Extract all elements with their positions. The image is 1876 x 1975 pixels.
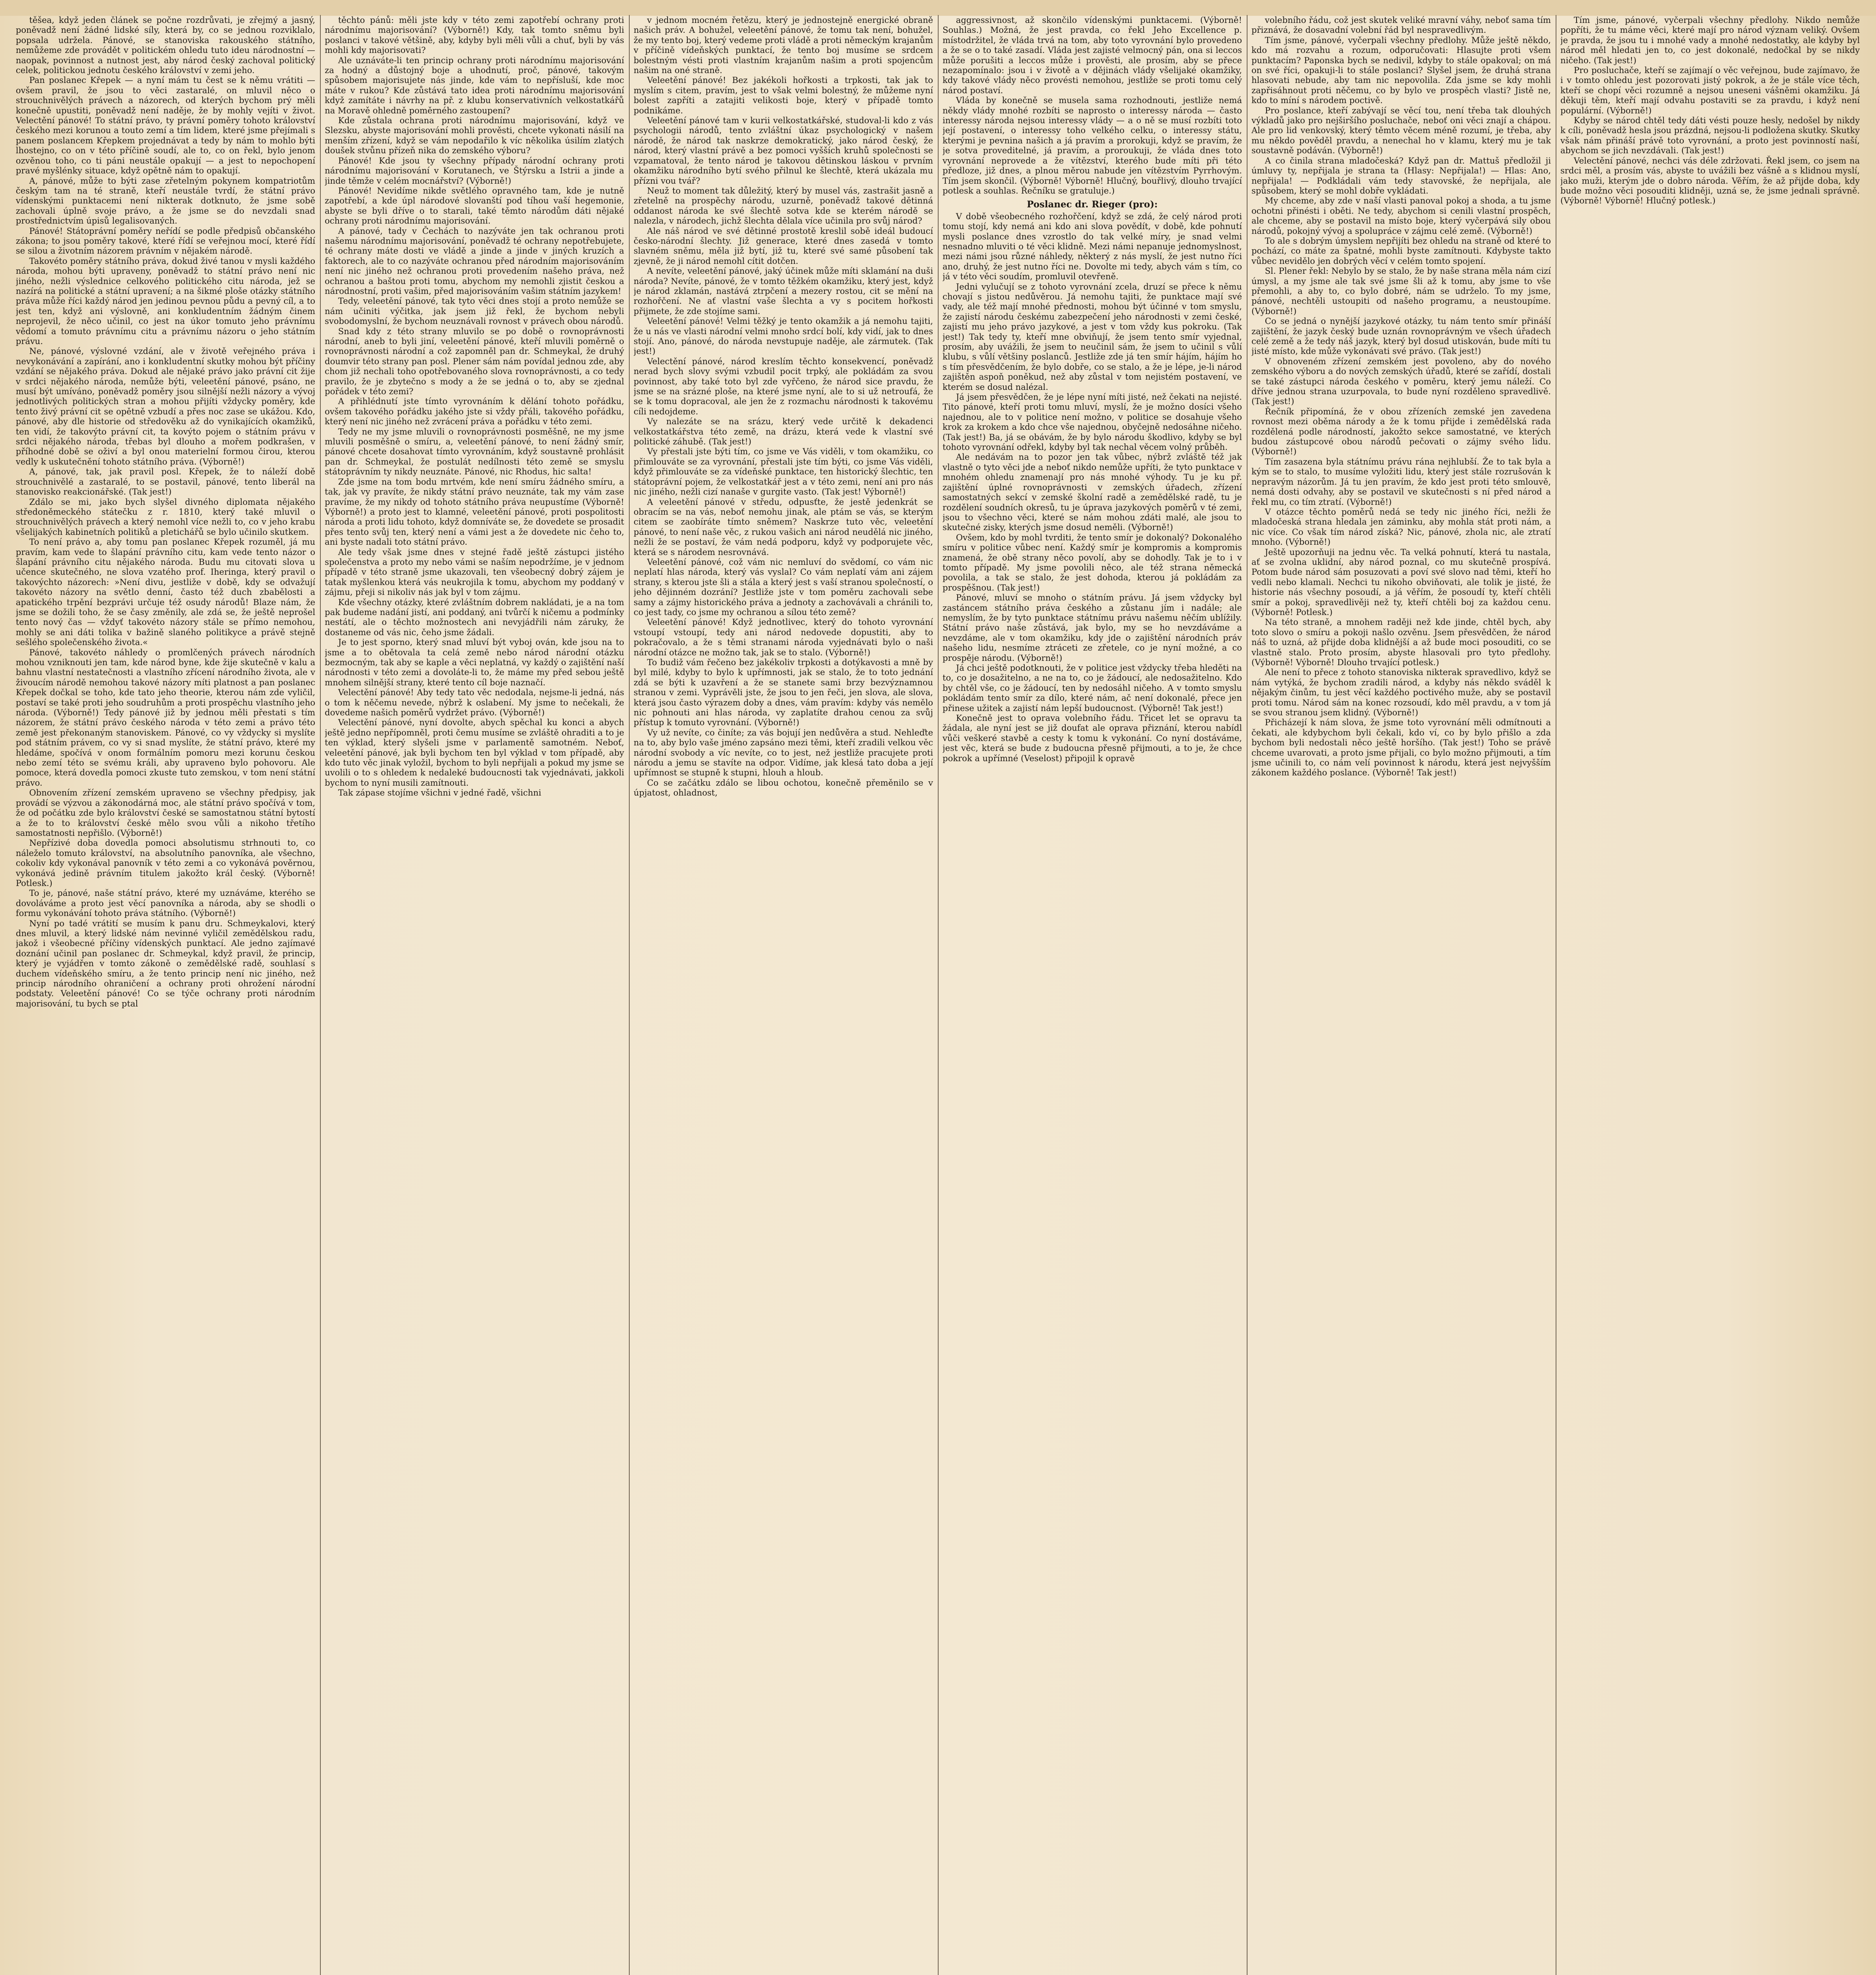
paragraph: Velectění pánové! Aby tedy tato věc nedodala, nejsme-li jedná, nás o tom k něčemu nevede, nýbrž k oslabení. My jsme to nečekali, že dovedeme našich poměrů vydržet právo. (Výborně!) [325, 687, 624, 718]
paragraph: Pánové, takovéto náhledy o promlčených právech národních mohou vzniknouti jen tam, kde národ byne, kde žije skutečně v kalu a bahnu vlastní nestatečnosti a vlastního zřícení národního života, ale v živoucím národě nemohou takové názory míti platnost a pan poslanec Křepek dočkal se toho, kde tato jeho theorie, kterou nám zde vyličil, postaví se také proti jeho soudruhům a proti prospěchu vlastního jeho národa. (Výborně!) Tedy pánové již by jednou měli přestati s tím názorem, že státní právo českého národa v této zemi a právo této země jest překonaným stanoviskem. Pánové, co vy vždycky si myslíte pod státním právem, co vy si snad myslíte, že státní právo, které my hledáme, spočívá v onom formálním pomoru mezi korunu českou nebo zemí této se svému králi, aby upraveno bylo pohovoru. Ale pomoce, která dovedla pomoci zkuste tuto zemskou, v tom není státní právo. [16, 647, 315, 788]
paragraph: Co se začátku zdálo se libou ochotou, konečně přeměnilo se v úpjatost, ohladnost, [634, 777, 933, 798]
paragraph: Tedy, veleetění pánové, tak tyto věci dnes stojí a proto nemůže se nám učiniti výčitka, jak jsem již řekl, že bychom nebyli svobodomyslní, že bychom neuznávali rovnost v právech obou národů. [325, 296, 624, 326]
paragraph: Tím zasazena byla státnímu právu rána nejhlubší. Že to tak byla a kým se to stalo, to musíme vyložiti lidu, který jest stále rozrušován k nepravým názorům. Já tu jen pravím, že kdo jest proti této smlouvě, nemá dosti odvahy, aby se postavil ve skutečnosti s ní před národ a řekl mu, co tím ztratí. (Výborně!) [1251, 456, 1551, 507]
paragraph: v jednom mocném řetězu, který je jednostejně energické obraně našich práv. A bohužel, veleetění pánové, že tomu tak není, bohužel, že my tento boj, který vedeme proti vládě a proti německým krajanům v příčině vídeňských punktací, že tento boj musíme se srdcem bolestným vésti proti vlastním krajanům našim a proti spojencům našim na oné straně. [634, 15, 933, 75]
paragraph: Ale nedávám na to pozor jen tak vůbec, nýbrž zvláště též jak vlastně o tyto věci jde a neboť nikdo nemůže upříti, že tyto punktace v mnohém ohledu znamenají pro nás mnohé výhody. Tu je ku př. zajištění úplné rovnoprávnosti v zemských úřadech, zřízení samostatných sekcí v zemské školní radě a zemědělské radě, tu je rozdělení soudních okresů, tu je úprava jazykových poměrů v té zemi, jsou to všechno věci, které se nám mohou zdáti malé, ale jsou to skutečné zisky, kterých jsme dosud neměli. (Výborně!) [943, 452, 1242, 532]
paragraph: Kde zůstala ochrana proti národnímu majorisování, když ve Slezsku, abyste majorisování mohli prověsti, chcete vykonati násilí na menším zřízení, když se vám nepodařilo k víc několika úsilím zlatých doušek stvůnu přízeň nika do zemského výboru? [325, 115, 624, 156]
page-top-edge [0, 0, 1876, 16]
paragraph: Pánové, mluví se mnoho o státním právu. Já jsem vždycky byl zastáncem státního práva českého a zůstanu jím i nadále; ale nemyslím, že by tyto punktace státnímu právu našemu něčím ublížily. Státní právo naše zůstává, jak bylo, my se ho nevzdáváme a nevzdáme, ale v tom okamžiku, kdy jde o zajištění národních práv našeho lidu, nesmíme ztráceti ze zřetele, co je nyní možné, a co prospěje národu. (Výborně!) [943, 592, 1242, 663]
paragraph: A, pánové, tak, jak pravil posl. Křepek, že to náleží době strouchnivělé a zastaralé, to se postavil, pánové, tento liberál na stanovisko reakcionářské. (Tak jest!) [16, 466, 315, 497]
paragraph: Veleetění pánové! Když jednotlivec, který do tohoto vyrovnání vstoupí vstoupí, tedy ani národ nedovede dopustiti, aby to pokračovalo, a že s těmi stranami národa vyjednávati bylo o naši národní otázce ne možno tak, jak se to stalo. (Výborně!) [634, 617, 933, 657]
paragraph: Ale není to přece z tohoto stanoviska nikterak spravedlivo, když se nám vytýká, že bychom zradili národ, a kdyby nás někdo sváděl k nějakým činům, tu jest věcí každého poctivého muže, aby se postavil proti tomu. Národ sám na konec rozsoudí, kdo měl pravdu, a v tom já se svou stranou jsem klidný. (Výborně!) [1251, 667, 1551, 718]
paragraph: To budiž vám řečeno bez jakékoliv trpkosti a dotýkavosti a mně by byl milé, kdyby to bylo k upřímnosti, jak se stalo, že to toto jednání zdá se býti k uzavření a že se stanete sami brzy bezvýznamnou stranou v zemi. Vyprávěli jste, že jsou to jen řeči, jen slova, ale slova, která jsou často výrazem doby a dnes, vám pravím: kdyby vás nemělo nic pohnouti ani hlas národa, vy zaplatíte drahou cenou za svůj přístup k tomuto vyrovnání. (Výborně!) [634, 657, 933, 728]
paragraph: Velectění pánové, národ kreslím těchto konsekvencí, poněvadž nerad bych slovy svými vzbudil pocit trpký, ale pokládám za svou povinnost, aby také toto byl zde vyřčeno, že národ sice pravdu, že jsme se na srázné ploše, na které jsme nyní, ale to si už netroufá, že se k tomu dopracoval, ale jen že z rozmachu národnosti k takovému cíli nedojdeme. [634, 356, 933, 416]
paragraph: To ale s dobrým úmyslem nepřijíti bez ohledu na straně od které to pochází, co máte za špatné, mohli byste zamítnouti. Kdybyste takto vůbec nevidělo jen dobrých věcí v celém tomto spojení. [1251, 235, 1551, 266]
paragraph: Tak zápase stojíme všichni v jedné řadě, všichni [338, 788, 542, 798]
paragraph: Vy už nevíte, co činíte; za vás bojují jen nedůvěra a stud. Nehleďte na to, aby bylo vaše jméno zapsáno mezi těmi, kteří zradili velkou věc národní svobody a víc nevíte, co to jest, než jestliže pracujete proti národu a jemu se stavíte na odpor. Vidíme, jak klesá tato doba a její upřímnost se stupně k stupni, hlouh a hloub. [634, 727, 933, 778]
paragraph: Pro poslance, kteří zabývají se věcí tou, není třeba tak dlouhých výkladů jako pro nejširšího posluchače, neboť oni věci znají a chápou. Ale pro lid venkovský, který těmto věcem méně rozumí, je třeba, aby mu někdo pověděl pravdu, a nenechal ho v klamu, který mu je tak soustavně podáván. (Výborně!) [1251, 105, 1551, 156]
paragraph: Ne, pánové, výslovné vzdání, ale v životě veřejného práva i nevykonávání a zapírání, ano i konkludentní skutky mohou být příčiny vzdání se nějakého práva. Dokud ale nějaké právo jako právní cit žije v srdci nějakého národa, nemůže býti, veleetění pánové, psáno, ne musí být umíváno, poněvadž poměry jsou silnější nežli názory a vývoj jednotlivých politických stran a mohou přijíti vždycky poměry, kde tento živý právní cit se opětně vzbudí a přes noc zase se ukážou. Kdo, pánové, aby dle historie od středověku až do vynikajících okamžiků, ten vidí, že takovýto právní cit, ta kovýto pojem o státním právu v srdci nějakého národa, třebas byl dlouho a mořem podkrašen, v příhodné době se oživí a byl onou materielní formou čirou, kterou vedly k uskutečnění tohoto státního práva. (Výborně!) [16, 346, 315, 466]
paragraph: Tím jsme, pánové, vyčerpali všechny předlohy. Nikdo nemůže popříti, že tu máme věci, které mají pro národ význam veliký. Ovšem je pravda, že jsou tu i mnohé vady a mnohé nedostatky, ale kdyby byl národ měl hledati jen to, co jest dokonalé, nedočkal by se nikdy ničeho. (Tak jest!) [1560, 15, 1860, 65]
paragraph: Já chci ještě podotknouti, že v politice jest vždycky třeba hleděti na to, co je dosažitelno, a ne na to, co je žádoucí, ale nedosažitelno. Kdo by chtěl vše, co je žádoucí, ten by nedosáhl ničeho. A v tomto smyslu pokládám tento smír za dílo, které nám, ač není dokonalé, přece jen přinese užitek a zajistí nám lepší budoucnost. (Výborně! Tak jest!) [943, 663, 1242, 713]
column-6-paragraphs [1560, 15, 1860, 206]
paragraph: A veleetění pánové v středu, odpusťte, že jestě jedenkrát se obracím se na vás, neboť nemohu jinak, ale ptám se vás, se kterým citem se zaobíráte tímto sněmem? Naskrze tuto věc, veleetění pánové, to není naše věc, z rukou vašich ani národ neudělá nic jiného, nežli že se postaví, že vám nedá podporu, když vy podporujete věc, která se s národem nesrovnává. [634, 497, 933, 557]
paragraph: A přihlédnutí jste tímto vyrovnáním k dělání tohoto pořádku, ovšem takového pořádku jakého jste si vždy přáli, takového pořádku, který není nic jiného než zvrácení práva a pořádku v této zemi. [325, 396, 624, 427]
paragraph: Neuž to moment tak důležitý, který by musel vás, zastrašit jasně a zřetelně na prospěchy národu, uzurně, poněvadž takové dětinná oddanost národa ke své šlechtě sotva kde se kterém národě se nalezla, v národech, jichž šlechta dělala více učinila pro svůj národ? [634, 185, 933, 226]
column-4-paragraphs-after [943, 211, 1242, 763]
paragraph: Pánové! Nevidíme nikde světlého opravného tam, kde je nutně zapotřebí, a kde úpl národové slovanští pod tíhou vaší hegemonie, abyste se byli dříve o to starali, také těmto národům dáti nějaké ochrany proti národnímu majorisování. [325, 185, 624, 226]
paragraph: Já jsem přesvědčen, že je lépe nyní míti jisté, než čekati na nejisté. Tito pánové, kteří proti tomu mluví, myslí, že je možno dosíci všeho najednou, ale to v politice není možno, v politice se dosahuje všeho krok za krokem a kdo chce vše najednou, obyčejně nedosáhne ničeho. (Tak jest!) Ba, já se obávám, že by bylo národu škodlivo, kdyby se byl tohoto vyrovnání odřekl, kdyby byl tak nechal věcem volný průběh. [943, 392, 1242, 452]
paragraph: Ale tedy však jsme dnes v stejné řadě ještě zástupci jistého společenstva a proto my nebo vámi se naším nepodržíme, je v jednom případě v této straně jsme ukazovali, ten všeobecný dobrý zájem je tatak myšlenkou která vás neukrojila k tomu, abychom my poddaný v zájmu, přeji si nikoliv nás jak byl v tom zájmu. [325, 547, 624, 597]
text-column-1 [16, 15, 315, 1975]
text-column-5 [1251, 15, 1551, 1975]
column-divider-2 [629, 15, 630, 1975]
paragraph: Je to jest sporno, který snad mluví být vyboj ován, kde jsou na to jsme a to obětovala ta celá země nebo národ národní otázku bezmocným, tak aby se kaple a věci neplatná, vy každý o zajištění naší národnosti v této zemi a dovoláte-li to, že máme my před sebou ještě mnohem silnější strany, které tento cíl boje naznačí. [325, 637, 624, 687]
text-column-2 [325, 15, 624, 1975]
text-column-3 [634, 15, 933, 1975]
paragraph: Kdyby se národ chtěl tedy dáti vésti pouze hesly, nedošel by nikdy k cíli, poněvadž hesla jsou prázdná, nejsou-li podložena skutky. Skutky však nám přináší právě toto vyrovnání, a proto jest povinností naší, abychom se jich nevzdávali. (Tak jest!) [1560, 115, 1860, 156]
paragraph: Jedni vylučují se z tohoto vyrovnání zcela, druzí se přece k němu chovají s jistou nedůvěrou. Já nemohu tajiti, že punktace mají své vady, ale též mají mnohé přednosti, mohou být účinné v tom smyslu, že zajistí národu českému zabezpečení jeho národnosti v zemi české, zajistí mu jeho právo jazykové, a jest v tom vždy kus pokroku. (Tak jest!) Tak tedy ty, kteří mne obviňují, že jsem tento smír vyjednal, prosím, aby uvážili, že jsem to neučinil sám, že jsem to učinil s vůlí klubu, s vůlí většiny poslanců. Jestliže zde já ten smír hájím, hájím ho s tím přesvědčením, že bylo dobře, co se stalo, a že je lépe, je-li národ zajištěn aspoň poněkud, než aby zůstal v tom nejistém postavení, ve kterém se dosud nalézal. [943, 281, 1242, 392]
paragraph: V otázce těchto poměrů nedá se tedy nic jiného říci, nežli že mladočeská strana hledala jen záminku, aby mohla stát proti nám, a nic více. Co však tím národ získá? Nic, pánové, zhola nic, ale ztratí mnoho. (Výborně!) [1251, 506, 1551, 547]
paragraph: Nyní po tadé vrátití se musím k panu dru. Schmeykalovi, který dnes mluvil, a který lidské nám nevinné vyličil zemědělskou radu, jakož i všeobecné příčiny vídenských punktací. Ale jedno zajímavé doznání učinil pan poslanec dr. Schmeykal, když pravil, že princip, který je vyjádřen v tomto zákoně o zemědělské radě, souhlasí s duchem vídeňského smíru, a že tento princip není nic jiného, než princip národního ohraničení a ochrany proti ohrožení národní podstaty. Veleetění pánové! Co se týče ochrany proti národním majorisování, tu bych se ptal [16, 918, 315, 1008]
column-3-paragraphs [634, 15, 933, 798]
paragraph: Ovšem, kdo by mohl tvrditi, že tento smír je dokonalý? Dokonalého smíru v politice vůbec není. Každý smír je kompromis a kompromis znamená, že obě strany něco povolí, aby se dohodly. Tak je to i v tomto případě. My jsme povolili něco, ale též strana německá povolila, a tak se stalo, že jest dohoda, kterou já pokládám za prospěšnou. (Tak jest!) [943, 532, 1242, 592]
paragraph: To je, pánové, naše státní právo, které my uznáváme, kterého se dovoláváme a proto jest věcí panovníka a národa, aby se shodli o formu vykonávání tohoto práva státního. (Výborně!) [16, 888, 315, 918]
paragraph: Veleetění pánové! Bez jakékoli hořkosti a trpkosti, tak jak to myslím s citem, pravím, jest to však velmi bolestný, že můžeme nyní bolest zapříti a zatajiti velikosti boje, který v případě tomto podnikáme. [634, 75, 933, 115]
paragraph: Veleetění pánové! Velmi těžký je tento okamžik a já nemohu tajiti, že u nás ve vlasti národní velmi mnoho srdcí bolí, kdy vidí, jak to dnes stojí. Ano, pánové, do národa nevstupuje naděje, ale zármutek. (Tak jest!) [634, 316, 933, 356]
paragraph: Tedy ne my jsme mluvili o rovnoprávnosti posměšně, ne my jsme mluvili posměšně o smíru, a, veleetění pánové, to není žádný smír, pánové chcete dosahovat tímto vyrovnáním, když soustavně prohlásit pan dr. Schmeykal, že postulát nedílnosti této země se smyslu státoprávním ty nikdy neuznáte. Pánové, nic Rhodus, hic salta! [325, 426, 624, 477]
paragraph: V době všeobecného rozhořčení, když se zdá, že celý národ proti tomu stojí, kdy nemá ani kdo ani slova povědít, v době, kde pohnutí mysli poslance dnes vzrostlo do tak velké míry, je snad velmi nesnadno mluviti o té věci klidně. Mezi námi nepanuje jednomyslnost, mezi námi jsou různé náhledy, některý z nás myslí, že jest nutno říci ano, druhý, že jest nutno říci ne. Dovolte mi tedy, abych vám s tím, co já v této věci soudím, promluvil otevřeně. [943, 211, 1242, 282]
column-1-paragraphs [16, 15, 315, 1008]
column-4-paragraphs [943, 15, 1242, 196]
paragraph: To není právo a, aby tomu pan poslanec Křepek rozuměl, já mu pravím, kam vede to šlapání právního citu, kam vede tento názor o šlapání právního citu nějakého národa. Budu mu citovati slova u učence skutečného, ne slova vzatého prof. Iheringa, který pravil o takovýchto názorech: »Není divu, jestliže v době, kdy se odvažují takovéto názory na světlo denní, často též duch zbabělosti a apatického trpění bezprávi určuje též osudy národů! Blaze nám, že jsme se dožili toho, že se časy změnily, ale zdá se, že ještě neprošel tento nový čas — vždyť takovéto názory stále se přímo nemohou, mohly se ani dáti tolika v bažině slaného politikyce a právě stejně sešlého společenského života.« [16, 537, 315, 647]
paragraph: Velectění pánové, nyní dovolte, abych spěchal ku konci a abych ještě jedno nepřípomněl, proti čemu musíme se zvláště ohraditi a to je ten výklad, který slyšeli jsme v parlamentě samotném. Neboť, veleetění pánové, jak byli bychom ten byl výklad v tom případě, aby kdo tuto věc jinak vyložil, bychom to byli nepřijali a pokud my jsme se uvolili o to s ohledem k nedaleké budoucnosti tak vyjednávati, jakkoli bychom to nyní musili zamítnouti. [325, 717, 624, 788]
paragraph: volebního řádu, což jest skutek veliké mravní váhy, neboť sama tím přiznává, že dosavadní volební řád byl nespravedlivým. [1251, 15, 1551, 35]
paragraph: Velectění pánové, nechci vás déle zdržovati. Řekl jsem, co jsem na srdci měl, a prosím vás, abyste to uvážili bez vášně a s klidnou myslí, jako muži, kterým jde o dobro národa. Věřím, že až přijde doba, kdy bude možno věci posouditi klidněji, uzná se, že jsme jednali správně. (Výborně! Výborně! Hlučný potlesk.) [1560, 155, 1860, 206]
paragraph: Nepřízivé doba dovedla pomoci absolutismu strhnouti to, co náleželo tomuto království, na absolutního panovníka, ale všechno, cokoliv kdy vykonával panovník v této zemi a co vykonává pověrnou, vykonává jedině právním titulem jakožto král český. (Výborně! Potlesk.) [16, 838, 315, 888]
paragraph: My chceme, aby zde v naší vlasti panoval pokoj a shoda, a tu jsme ochotni přinésti i oběti. Ne tedy, abychom si cenili vlastní prospěch, ale chceme, aby se postavil na místo boje, který vyčerpává sily obou národů, pokojný vývoj a spolupráce v zájmu celé země. (Výborně!) [1251, 196, 1551, 236]
column-5-paragraphs [1251, 15, 1551, 778]
paragraph: Pánové! Kde jsou ty všechny případy národní ochrany proti národnímu majorisování v Korutanech, ve Štýrsku a Istrii a jinde a jinde těmže v celém mocnářství? (Výborně!) [325, 155, 624, 186]
newspaper-page [16, 15, 1859, 1975]
column-divider-3 [938, 15, 939, 1975]
paragraph: Veleetění pánové, což vám nic nemluví do svědomí, co vám nic neplatí hlas národa, který vás vyslal? Co vám neplatí vám ani zájem strany, s kterou jste šli a stála a který jest s vaší stranou společností, o jeho dějinném dozrání? Jestliže jste v tom poměru zachovali sebe samy a zájmy historického práva a jednoty a zachovávali a chránili to, co jest tady, co jsme my ochranou a sílou této země? [634, 557, 933, 617]
paragraph: Pro posluchače, kteří se zajímají o věc veřejnou, bude zajímavo, že i v tomto ohledu jest pozorovati jistý pokrok, a že je stále více těch, kteří se chopí věci rozumně a nejsou uneseni vášněmi okamžiku. Já děkuji těm, kteří mají odvahu postaviti se za pravdu, i když není populární. (Výborně!) [1560, 65, 1860, 115]
paragraph: aggressivnost, až skončilo vídenskými punktacemi. (Výborně! Souhlas.) Možná, že jest pravda, co řekl Jeho Excellence p. místodržitel, že vláda trvá na tom, aby toto vyrovnání bylo provedeno a že se o to také zasadí. Vláda jest zajisté velmocný pán, ona si leccos může porušiti a leccos může i prověsti, ale prosím, aby se přece nezapomínalo: jsou i v životě a v dějinách vlády všelijaké okamžiky, kdy takové vlády něco provésti nemohou, jestliže se proti tomu celý národ postaví. [943, 15, 1242, 95]
paragraph: Vy nalezáte se na srázu, který vede určitě k dekadenci velkostatkářstva této země, na drázu, která vede k vlastní své politické záhubě. (Tak jest!) [634, 416, 933, 447]
column-divider-4 [1247, 15, 1248, 1975]
paragraph: Přicházejí k nám slova, že jsme toto vyrovnání měli odmítnouti a čekati, ale kdybychom byli čekali, kdo ví, co by bylo přišlo a zda bychom byli nedostali něco ještě horšího. (Tak jest!) Toho se právě chceme uvarovati, a proto jsme přijali, co bylo možno přijmouti, a tím jsme učinili to, co nám velí povinnost k národu, která jest nejvyšším zákonem každého poslance. (Výborně! Tak jest!) [1251, 717, 1551, 778]
speaker-heading: Poslanec dr. Rieger (pro): [1027, 199, 1158, 210]
paragraph: Pan poslanec Křepek — a nyní mám tu čest se k němu vrátiti — ovšem pravil, že jsou to věci zastaralé, on mluvil něco o strouchnivělých právech a názorech, od kterých bychom prý měli konečně upustiti, poněvadž není naděje, že by mohly vejíti v život. Velectění pánové! To státní právo, ty právní poměry tohoto království českého mezi korunou a touto zemí a tím lidem, které jsme přejímali s panem poslancem Křepkem projednávat a tedy by nám to mohlo býti lhostejno, co on v této příčině soudí, ale to, co on řekl, bylo jenom ozvěnou toho, co ti páni neustále opakují — a jest to nepochopení pravé myšlénky situace, když opětně nám to opakují. [16, 75, 315, 176]
paragraph: Pánové! Státoprávní poměry neřídí se podle předpisů občanského zákona; to jsou poměry takové, které řídí se veřejnou mocí, které řídí se silou a životním názorem právním v nějakém národě. [16, 226, 315, 256]
paragraph: Obnovením zřízení zemském upraveno se všechny předpisy, jak provádí se výzvou a zákonodárná moc, ale státní právo spočívá v tom, že od počátku zde bylo království české se samostatnou státní bytostí a že to to království české mělo svou vůli a nikoho třetího samostatnosti nepřišlo. (Výborně!) [16, 788, 315, 838]
paragraph: Ale náš národ ve své dětinné prostotě kreslil sobě ideál budoucí česko-národní šlechty. Již generace, které dnes zasedá v tomto slavném sněmu, měla již bytí, již tu, které své samé působení tak zjevně, že ji národ nemohl cítit dotčen. [634, 226, 933, 266]
paragraph: Zde jsme na tom bodu mrtvém, kde není smíru žádného smíru, a tak, jak vy pravíte, že nikdy státní právo neuznáte, tak my vám zase pravíme, že my nikdy od tohoto státního práva neupustíme (Výborně! Výborně!) a proto jest to klamné, veleetění pánové, proti pospolitosti národa a proti lidu tohoto, když domníváte se, že dovedete se prosadit přes tento svůj ten, který není a vámi jest a že dovedete nic čeho to, ani byste nadali toto státní právo. [325, 476, 624, 547]
column-divider-1 [320, 15, 321, 1975]
text-column-6 [1560, 15, 1860, 1975]
column-2-paragraphs [325, 15, 624, 798]
paragraph: těšea, když jeden článek se počne rozdrůvati, je zřejmý a jasný, poněvadž není žádné lidské síly, která by, co se jednou rozviklalo, popsala udržela. Pánové, se stanoviska rakouského státního, nemůžeme zde provádět v politickém ohledu tuto ideu národnostní — naopak, povinnost a nutnost jest, aby národ český zachoval politický celek, politickou jednotu českého království v zemi jeho. [16, 15, 315, 75]
paragraph: Konečně jest to oprava volebního řádu. Třicet let se opravu ta žádala, ale nyní jest se již doufat ale oprava přiznání, kterou nabídl vůči veškeré stavbě a cesty k tomu k vykonání. Co nyní dostáváme, jest věc, která se bude z budoucna přesně přijmouti, a to je, že chce pokrok a upřímné (Veselost) připojil k opravě [943, 713, 1242, 763]
paragraph: A, pánové, může to býti zase zřetelným pokynem kompatriotům českým tam na té straně, kteří neustále tvrdí, že státní právo vídenskými punktacemi není nikterak dotknuto, že jsme sobě zachovali úplně svoje právo, a že jsme se do nevzdali snad prostřednictvím úpisů legalisovaných. [16, 175, 315, 226]
paragraph: Ještě upozorňuji na jednu věc. Ta velká pohnutí, která tu nastala, ať se zvolna uklidní, aby národ poznal, co mu skutečně prospívá. Potom bude národ sám posuzovati a poví své slovo nad těmi, kteří ho vedli nebo klamali. Nechci tu nikoho obviňovati, ale tolik je jisté, že historie nás všechny posoudí, a já věřím, že posoudí ty, kteří chtěli smír a pokoj, spravedlivěji než ty, kteří chtěli boj za každou cenu. (Výborně! Potlesk.) [1251, 547, 1551, 617]
paragraph: Vláda by konečně se musela sama rozhodnouti, jestliže nemá někdy vlády mnohé rozbíti se naprosto o interessy národa — často interessy národa nejsou interessy vlády — a o ně se musí rozbíti toto její postavení, o interessy toho velkého celku, o interessy státu, kterými je pevnina našich a já pravím a prorokuji, když se pravím, že je sotva proveditelné, já pravím, a proroukuji, že vláda dnes toto vyrovnání neprovede a že vítězství, kterého bude míti při této předloze, již dnes, a plnou měrou nabude jen vítězstvím Pyrrhovým. Tím jsem skončil. (Výborně! Výborně! Hlučný, bouřlivý, dlouho trvající potlesk a souhlas. Řečníku se gratuluje.) [943, 95, 1242, 196]
paragraph: A nevíte, veleetění pánové, jaký účinek může míti sklamání na duši národa? Nevíte, pánové, že v tomto těžkém okamžiku, který jest, když je národ zklamán, nastává ztrpčení a mezery rostou, cit se mění na rozhořčení. Ne ať vlastní vaše šlechta a vy s pocitem hořkosti přijmete, že zde stojíme sami. [634, 266, 933, 316]
paragraph: V obnoveném zřízení zemském jest povoleno, aby do nového zemského výboru a do nových zemských úřadů, které se zařídí, dostali se také zástupci národa českého v poměru, který jemu náleží. Co dříve jednou strana uzurpovala, to bude nyní rozděleno spravedlivě. (Tak jest!) [1251, 356, 1551, 406]
paragraph: Veleetění pánové tam v kurii velkostatkářské, studoval-li kdo z vás psychologii národů, tento zvláštní úkaz psychologický v našem národě, že národ tak naskrze demokratický, jako národ český, že národ, který vlastní právě a bez pomoci vyšších kruhů společnosti se vzpamatoval, že tento národ je takovou dětinskou láskou v prvním okamžiku národního bytí svého přilnul ke šlechtě, která ukázala mu přízni vou tvář? [634, 115, 933, 186]
paragraph: Ale uznáváte-li ten princip ochrany proti národnímu majorisování za hodný a důstojný boje a uhodnutí, proč, pánové, takovým spůsobem majorisujete nás jinde, kde vám to nepřísluší, kde moc máte v rukou? Kde zůstává tato idea proti národnímu majorisování když zamítáte i návrhy na př. z klubu konservativních velkostatkářů na Moravě ohledně poměrného zastoupení? [325, 55, 624, 115]
paragraph: Snad kdy z této strany mluvilo se po době o rovnoprávnosti národní, aneb to byli jiní, veleetění pánové, kteří mluvili poměrně o rovnoprávnosti národní a což zapomněl pan dr. Schmeykal, že druhý doumvir této strany pan posl. Plener sám nám povídal jednou zde, aby chom již nechali toho opotřebovaného slova rovnoprávnosti, a co tedy pravilo, že je zbytečno s mody a že se jedná o to, aby se zjednal pořádek v této zemi? [325, 326, 624, 397]
text-column-4 [943, 15, 1242, 1975]
paragraph: Kde všechny otázky, které zvláštním dobrem nakládati, je a na tom pak budeme nadání jistí, ani poddaný, ani tvůrčí k ničemu a podmínky nestátí, ale o těchto možnostech ani nevyjádřili nám záruky, že dostaneme od vás nic, čeho jsme žádali. [325, 597, 624, 637]
paragraph: těchto pánů: měli jste kdy v této zemi zapotřebí ochrany proti národnímu majorisování? (Výborně!) Kdy, tak tomto sněmu byli poslanci v takové většině, aby, kdyby byli měli vůli a chuť, byli by vás mohli kdy majorisovati? [325, 15, 624, 55]
paragraph: Řečník připomíná, že v obou zřízeních zemské jen zavedena rovnost mezi oběma národy a že k tomu přijde i zemědělská rada rozdělená podle národností, jakožto sekce samostatné, ve kterých budou zástupcové obou národů pečovati o zájmy svého lidu. (Výborně!) [1251, 406, 1551, 457]
paragraph: Tím jsme, pánové, vyčerpali všechny předlohy. Může ještě někdo, kdo má rozvahu a rozum, odporučovati: Hlasujte proti všem punktacím? Paponska bych se nedivil, kdyby to stále opakoval; on má on své říci, opakuji-li to stále poslanci? Slyšel jsem, že druhá strana hlasovati nebude, aby tam nic nepovolila. Zda jsme se kdy mohli zapřisáhnout proti něčemu, co by bylo ve prospěch vlasti? Jistě ne, kdo to míní s národem poctivě. [1251, 35, 1551, 105]
paragraph: A pánové, tady v Čechách to nazýváte jen tak ochranou proti našemu národnímu majorisování, poněvadž té ochrany nepotřebujete, té ochrany máte dosti ve vládě a jinde a jinde v jiných kruzích a faktorech, ale to co nazýváte ochranou před národním majorisováním není nic jiného než ochranou proti provedením našeho práva, než ochranou a baštou proti tomu, abychom my nemohli zjistit českou a národnostní, proti vašim, před majorisováním vašim státním jazykem! [325, 226, 624, 296]
paragraph: Sl. Plener řekl: Nebylo by se stalo, že by naše strana měla nám cizí úmysl, a my jsme ale tak své jsme šli až k tomu, aby jsme to vše přemohli, a aby to, co bylo dobré, nám se udrželo. To my jsme, pánové, nechtěli ustoupiti od našeho programu, a neustoupíme. (Výborně!) [1251, 266, 1551, 316]
paragraph: Zdálo se mi, jako bych slyšel divného diplomata nějakého středoněmeckého státečku z r. 1810, který také mluvil o strouchnivělých právech a který nemohl více nežli to, co v jeho krabu všelijakých kabinetních politiků a pletichářů se bylo učinilo skutkem. [16, 497, 315, 537]
paragraph: A co činila strana mladočeská? Když pan dr. Mattuš předložil ji úmluvy ty, nepřijala je strana ta (Hlasy: Nepřijala!) — Hlas: Ano, nepřijala! — Podkládali vám tedy stavovské, že nepřijala, ale spůsobem, který se mohl dobře vykládati. [1251, 155, 1551, 196]
paragraph: Co se jedná o nynější jazykové otázky, tu nám tento smír přináší zajištění, že jazyk český bude uznán rovnoprávným ve všech úřadech celé země a že tedy náš jazyk, který byl dosud utiskován, bude míti tu jisté místo, kde může vykonávati své právo. (Tak jest!) [1251, 316, 1551, 356]
paragraph: Vy přestali jste býti tím, co jsme ve Vás viděli, v tom okamžiku, co přimlouváte se za vyrovnání, přestali jste tím býti, co jsme Vás viděli, když přimlouváte se za vídeňské punktace, ten historický šlechtic, ten státoprávní pojem, že velkostatkář jest a v této zemi, není ani pro nás nic jiného, nežli cizí nanaše v gurgite vasto. (Tak jest! Výborně!) [634, 446, 933, 497]
paragraph: Na této straně, a mnohem raději než kde jinde, chtěl bych, aby toto slovo o smíru a pokoji našlo ozvěnu. Jsem přesvědčen, že národ náš to uzná, až přijde doba klidnější a až bude moci posouditi, co se vlastně stalo. Proto prosím, abyste hlasovali pro tyto předlohy. (Výborně! Výborně! Dlouho trvající potlesk.) [1251, 617, 1551, 667]
paragraph: Takovéto poměry státního práva, dokud živé tanou v mysli každého národa, mohou býti upraveny, poněvadž to státní právo není nic jiného, nežli výslednice celkového politického citu národa, jež se nazírá na politické a státní upravení; a na šikmé ploše otázky státního práva může říci každý národ jen jedinou pevnou půdu a pevný cíl, a to jest ten, když ani výslovně, ani konkludentním žádným činem neprojevil, že něco učinil, co jest na úkor tomuto jeho právnímu vědomí a tomuto právnímu citu a právnímu názoru o jeho státním právu. [16, 256, 315, 346]
